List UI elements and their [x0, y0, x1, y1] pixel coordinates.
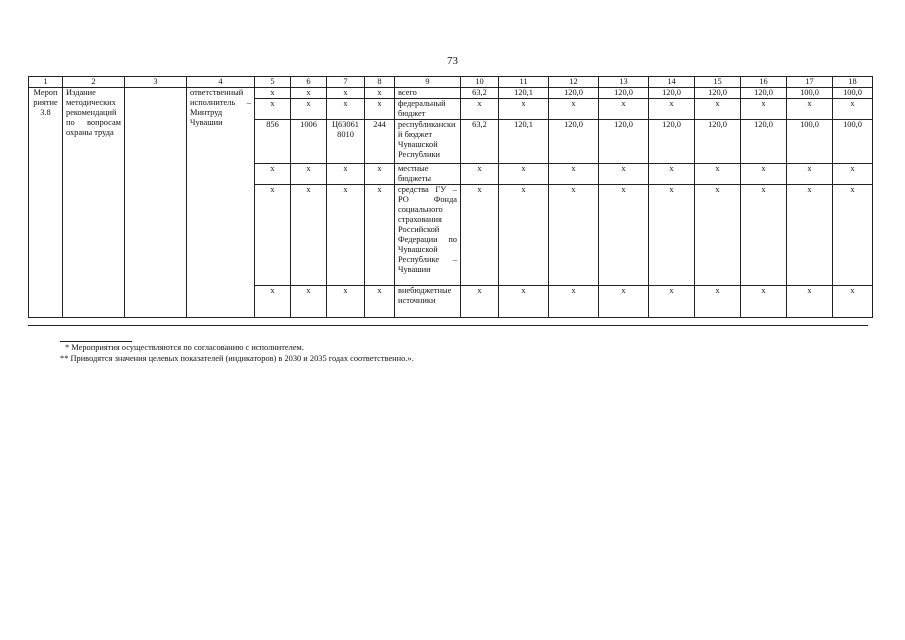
table-cell: 244 [365, 120, 395, 164]
header-cell: 6 [291, 77, 327, 88]
value-cell: 120,0 [741, 88, 787, 99]
value-cell: x [649, 99, 695, 120]
footnote-separator [60, 341, 132, 342]
value-cell: 120,0 [599, 88, 649, 99]
value-cell: x [499, 164, 549, 185]
value-cell: 100,0 [787, 120, 833, 164]
value-cell: x [499, 286, 549, 318]
table-cell: 856 [255, 120, 291, 164]
value-cell: x [833, 99, 873, 120]
value-cell: 120,0 [649, 120, 695, 164]
header-cell: 17 [787, 77, 833, 88]
table-cell: x [255, 185, 291, 286]
value-cell: x [787, 164, 833, 185]
value-cell: 100,0 [787, 88, 833, 99]
value-cell: x [599, 164, 649, 185]
value-cell: 120,0 [549, 120, 599, 164]
table-cell: x [255, 88, 291, 99]
value-cell: x [549, 286, 599, 318]
value-cell: x [695, 99, 741, 120]
value-cell: x [461, 286, 499, 318]
table-cell: x [291, 88, 327, 99]
measures-table [28, 76, 873, 318]
value-cell: 120,0 [599, 120, 649, 164]
header-cell: 5 [255, 77, 291, 88]
table-row [29, 88, 873, 99]
header-cell: 12 [549, 77, 599, 88]
table-cell: x [327, 99, 365, 120]
value-cell: x [649, 286, 695, 318]
header-cell: 2 [63, 77, 125, 88]
table-cell: x [365, 99, 395, 120]
value-cell: 120,0 [549, 88, 599, 99]
value-cell: x [599, 286, 649, 318]
value-cell: x [695, 185, 741, 286]
table-cell: x [255, 99, 291, 120]
value-cell: x [599, 99, 649, 120]
value-cell: x [833, 286, 873, 318]
header-cell: 1 [29, 77, 63, 88]
table-cell: x [255, 286, 291, 318]
funding-source-cell: средства ГУ – РО Фонда социального страхования Российской Федерации по Чувашской Республике – Чувашии [395, 185, 461, 286]
header-cell: 15 [695, 77, 741, 88]
value-cell: 120,0 [741, 120, 787, 164]
funding-source-cell: республиканский бюджет Чувашской Республики [395, 120, 461, 164]
header-cell: 8 [365, 77, 395, 88]
value-cell: x [649, 185, 695, 286]
measure-col3-cell [125, 88, 187, 318]
value-cell: x [461, 185, 499, 286]
table-cell: x [327, 185, 365, 286]
funding-source-cell: местные бюджеты [395, 164, 461, 185]
measure-id-cell: Мероприятие 3.8 [29, 88, 63, 318]
value-cell: x [549, 99, 599, 120]
value-cell: x [549, 185, 599, 286]
table-bottom-rule [28, 325, 868, 326]
header-cell: 14 [649, 77, 695, 88]
value-cell: x [599, 185, 649, 286]
table-cell: x [365, 164, 395, 185]
value-cell: x [649, 164, 695, 185]
value-cell: x [549, 164, 599, 185]
measure-executor-cell: ответственный исполнитель – Минтруд Чувашии [187, 88, 255, 318]
header-cell: 11 [499, 77, 549, 88]
measure-name-cell: Издание методических рекомендаций по вопросам охраны труда [63, 88, 125, 318]
value-cell: x [741, 286, 787, 318]
table-cell: x [291, 185, 327, 286]
value-cell: x [499, 99, 549, 120]
value-cell: x [833, 185, 873, 286]
table-cell: x [327, 88, 365, 99]
header-cell: 9 [395, 77, 461, 88]
value-cell: x [787, 286, 833, 318]
table-cell: x [365, 185, 395, 286]
table-cell: x [365, 88, 395, 99]
funding-source-cell: федеральный бюджет [395, 99, 461, 120]
value-cell: 63,2 [461, 120, 499, 164]
value-cell: 120,0 [649, 88, 695, 99]
table-cell: 1006 [291, 120, 327, 164]
value-cell: 120,1 [499, 120, 549, 164]
value-cell: x [741, 164, 787, 185]
table-cell: x [291, 164, 327, 185]
table-cell: Ц63061 8010 [327, 120, 365, 164]
table-cell: x [365, 286, 395, 318]
value-cell: x [695, 164, 741, 185]
table-cell: x [291, 99, 327, 120]
value-cell: 120,1 [499, 88, 549, 99]
header-cell: 16 [741, 77, 787, 88]
value-cell: x [695, 286, 741, 318]
table-cell: x [291, 286, 327, 318]
header-cell: 10 [461, 77, 499, 88]
header-cell: 13 [599, 77, 649, 88]
footnote-2: ** Приводятся значения целевых показателей (индикаторов) в 2030 и 2035 годах соответственно.». [60, 354, 414, 363]
funding-source-cell: всего [395, 88, 461, 99]
value-cell: x [741, 99, 787, 120]
header-cell: 18 [833, 77, 873, 88]
value-cell: x [461, 164, 499, 185]
value-cell: 63,2 [461, 88, 499, 99]
funding-source-cell: внебюджетные источники [395, 286, 461, 318]
header-cell: 7 [327, 77, 365, 88]
value-cell: x [787, 99, 833, 120]
value-cell: x [461, 99, 499, 120]
header-cell: 3 [125, 77, 187, 88]
value-cell: x [787, 185, 833, 286]
header-cell: 4 [187, 77, 255, 88]
table-cell: x [327, 286, 365, 318]
table-cell: x [255, 164, 291, 185]
value-cell: x [499, 185, 549, 286]
value-cell: 120,0 [695, 88, 741, 99]
page-number: 73 [447, 55, 458, 67]
header-row [29, 77, 873, 88]
value-cell: 100,0 [833, 88, 873, 99]
value-cell: x [741, 185, 787, 286]
value-cell: 100,0 [833, 120, 873, 164]
value-cell: x [833, 164, 873, 185]
value-cell: 120,0 [695, 120, 741, 164]
table-cell: x [327, 164, 365, 185]
footnote-1: * Мероприятия осуществляются по согласованию с исполнителем. [65, 343, 304, 352]
